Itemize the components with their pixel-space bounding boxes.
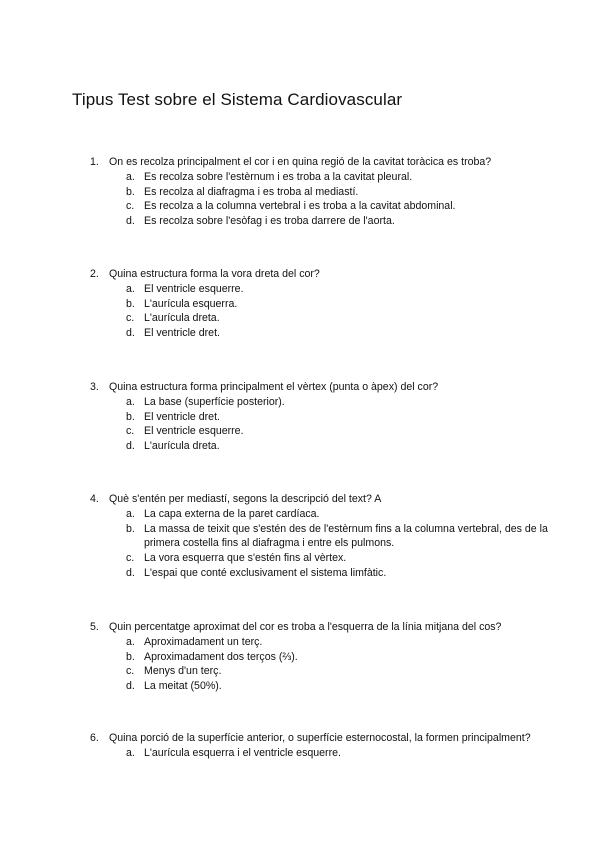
option-text: El ventricle esquerre.: [144, 282, 244, 295]
question-4: [90, 492, 550, 581]
option-d: [90, 566, 550, 581]
option-letter: d.: [126, 440, 135, 453]
option-c: [90, 424, 550, 439]
option-letter: c.: [126, 312, 135, 325]
option-a: [90, 170, 550, 185]
option-text: La vora esquerra que s'estén fins al vèrtex.: [144, 552, 347, 565]
document-title: Tipus Test sobre el Sistema Cardiovascular: [72, 90, 403, 109]
option-text: L'aurícula esquerra i el ventricle esquerre.: [144, 746, 341, 759]
option-letter: b.: [126, 522, 135, 535]
option-letter: b.: [126, 185, 135, 198]
option-b: [90, 185, 550, 200]
option-letter: c.: [126, 552, 135, 565]
option-text: L'aurícula dreta.: [144, 312, 220, 325]
option-letter: b.: [126, 650, 135, 663]
option-text: El ventricle dret.: [144, 327, 220, 340]
question-5: [90, 620, 550, 694]
option-text: La base (superfície posterior).: [144, 395, 285, 408]
question-number: 3.: [90, 381, 99, 393]
option-text: L'espai que conté exclusivament el sistema limfàtic.: [144, 566, 387, 579]
option-c: [90, 311, 550, 326]
question-text: Quin percentatge aproximat del cor es troba a l'esquerra de la línia mitjana del cos?: [109, 621, 502, 633]
option-d: [90, 214, 550, 229]
options-list: [90, 170, 550, 229]
option-a: [90, 507, 550, 522]
option-text: L'aurícula dreta.: [144, 440, 220, 453]
question-number: 2.: [90, 268, 99, 280]
question-3: [90, 380, 550, 454]
option-letter: d.: [126, 327, 135, 340]
options-list: [90, 746, 550, 761]
question-number: 1.: [90, 156, 99, 168]
option-text: L'aurícula esquerra.: [144, 297, 238, 310]
option-letter: a.: [126, 282, 135, 295]
question-text: On es recolza principalment el cor i en quina regió de la cavitat toràcica es troba?: [109, 156, 492, 168]
option-letter: a.: [126, 635, 135, 648]
question-text: Quina estructura forma principalment el vèrtex (punta o àpex) del cor?: [109, 381, 439, 393]
option-text: El ventricle esquerre.: [144, 425, 244, 438]
option-letter: b.: [126, 297, 135, 310]
option-letter: b.: [126, 410, 135, 423]
option-c: [90, 664, 550, 679]
options-list: [90, 282, 550, 341]
option-text: Aproximadament dos terços (⅔).: [144, 650, 298, 663]
option-text: Es recolza sobre l'estèrnum i es troba a la cavitat pleural.: [144, 170, 413, 183]
option-text: Es recolza a la columna vertebral i es troba a la cavitat abdominal.: [144, 200, 456, 213]
option-text: Menys d'un terç.: [144, 665, 222, 678]
option-a: [90, 395, 550, 410]
options-list: [90, 395, 550, 454]
option-c: [90, 551, 550, 566]
option-b: [90, 410, 550, 425]
option-letter: c.: [126, 200, 135, 213]
option-b: [90, 297, 550, 312]
option-a: [90, 635, 550, 650]
option-a: [90, 746, 550, 761]
option-letter: d.: [126, 680, 135, 693]
option-d: [90, 439, 550, 454]
option-text: La capa externa de la paret cardíaca.: [144, 507, 320, 520]
question-text: Quina estructura forma la vora dreta del cor?: [109, 268, 320, 280]
option-letter: a.: [126, 395, 135, 408]
question-6: [90, 731, 550, 761]
option-a: [90, 282, 550, 297]
option-text: Aproximadament un terç.: [144, 635, 263, 648]
options-list: [90, 507, 550, 581]
option-text: Es recolza al diafragma i es troba al mediastí.: [144, 185, 359, 198]
option-text: La massa de teixit que s'estén des de l'estèrnum fins a la columna vertebral, des de la primera costella fins al diafragma i entre els pulmons.: [144, 522, 548, 550]
option-text: El ventricle dret.: [144, 410, 220, 423]
options-list: [90, 635, 550, 694]
option-b: [90, 650, 550, 665]
option-letter: d.: [126, 566, 135, 579]
option-text: La meitat (50%).: [144, 680, 222, 693]
question-number: 4.: [90, 493, 99, 505]
question-1: [90, 155, 550, 229]
option-text: Es recolza sobre l'esòfag i es troba darrere de l'aorta.: [144, 215, 395, 228]
option-letter: c.: [126, 425, 135, 438]
option-letter: a.: [126, 507, 135, 520]
option-d: [90, 326, 550, 341]
option-letter: a.: [126, 170, 135, 183]
option-c: [90, 199, 550, 214]
question-number: 5.: [90, 621, 99, 633]
question-number: 6.: [90, 732, 99, 744]
question-text: Què s'entén per mediastí, segons la descripció del text? A: [109, 493, 382, 505]
question-text: Quina porció de la superfície anterior, o superfície esternocostal, la formen principalment?: [109, 732, 531, 744]
option-letter: a.: [126, 746, 135, 759]
question-2: [90, 267, 550, 341]
option-b: [90, 522, 550, 552]
option-letter: c.: [126, 665, 135, 678]
option-letter: d.: [126, 215, 135, 228]
option-d: [90, 679, 550, 694]
